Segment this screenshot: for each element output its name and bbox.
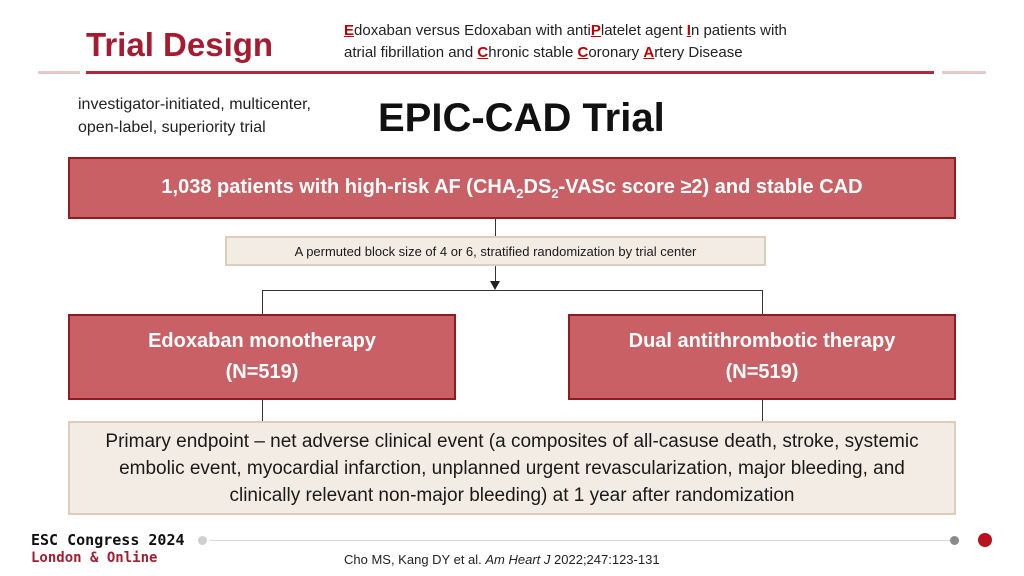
footer-dot-accent-icon	[978, 533, 992, 547]
acronym-letter: C	[577, 44, 589, 61]
connector-line	[262, 290, 763, 291]
conference-name: ESC Congress 2024	[31, 531, 185, 549]
footer-rule	[210, 540, 952, 541]
arm-box-dual-therapy	[568, 314, 956, 400]
design-line-2: open-label, superiority trial	[78, 119, 266, 136]
acronym-line-2	[344, 42, 787, 64]
connector-line	[262, 290, 263, 314]
trial-acronym-expansion	[344, 20, 787, 64]
randomization-text: A permuted block size of 4 or 6, stratified randomization by trial center	[294, 243, 697, 259]
conference-location: London & Online	[31, 550, 158, 566]
citation: Cho MS, Kang DY et al. Am Heart J 2022;247:123-131	[344, 552, 660, 567]
acronym-letter: I	[686, 22, 691, 39]
footer-dot-icon	[950, 536, 959, 545]
acronym-letter: A	[643, 44, 655, 61]
randomization-box	[225, 236, 766, 266]
header-rule-left	[38, 71, 80, 74]
connector-line	[495, 266, 496, 282]
design-line-1: investigator-initiated, multicenter,	[78, 96, 311, 113]
acronym-letter: C	[477, 44, 489, 61]
connector-line	[762, 400, 763, 421]
acronym-text: atrial fibrillation and	[344, 44, 478, 61]
primary-endpoint-box	[68, 421, 956, 515]
header-rule-right	[942, 71, 986, 74]
slide-title: Trial Design	[86, 26, 274, 63]
trial-name: EPIC-CAD Trial	[378, 96, 665, 140]
arm-n: (N=519)	[725, 361, 799, 383]
acronym-text: doxaban versus Edoxaban with anti	[354, 22, 591, 39]
arm-name: Edoxaban monotherapy	[148, 330, 376, 352]
population-box	[68, 157, 956, 219]
header-rule	[86, 71, 934, 74]
connector-line	[262, 400, 263, 421]
arm-n: (N=519)	[225, 361, 299, 383]
acronym-text: latelet agent	[600, 22, 687, 39]
footer-dot-icon	[198, 536, 207, 545]
connector-line	[762, 290, 763, 314]
design-description	[78, 93, 311, 139]
arm-name: Dual antithrombotic therapy	[628, 330, 896, 352]
primary-endpoint-text: Primary endpoint – net adverse clinical event (a composites of all-casuse death, stroke, systemic embolic event, myocardial infarction, unplanned urgent revascularization, major bleeding, and clinically relevant non-major bleeding) at 1 year after randomization	[105, 430, 919, 506]
acronym-text: rtery Disease	[654, 44, 743, 61]
acronym-text: hronic stable	[488, 44, 578, 61]
connector-line	[495, 219, 496, 236]
acronym-line-1	[344, 20, 787, 42]
acronym-letter: E	[344, 22, 355, 39]
population-text: 1,038 patients with high-risk AF ($CHA_2DS_2$-VASc score ≥2) and stable CAD	[161, 175, 863, 201]
acronym-text: oronary	[588, 44, 644, 61]
acronym-letter: P	[590, 22, 601, 39]
arm-box-edoxaban	[68, 314, 456, 400]
arrow-down-icon	[490, 281, 500, 290]
acronym-text: n patients with	[690, 22, 787, 39]
